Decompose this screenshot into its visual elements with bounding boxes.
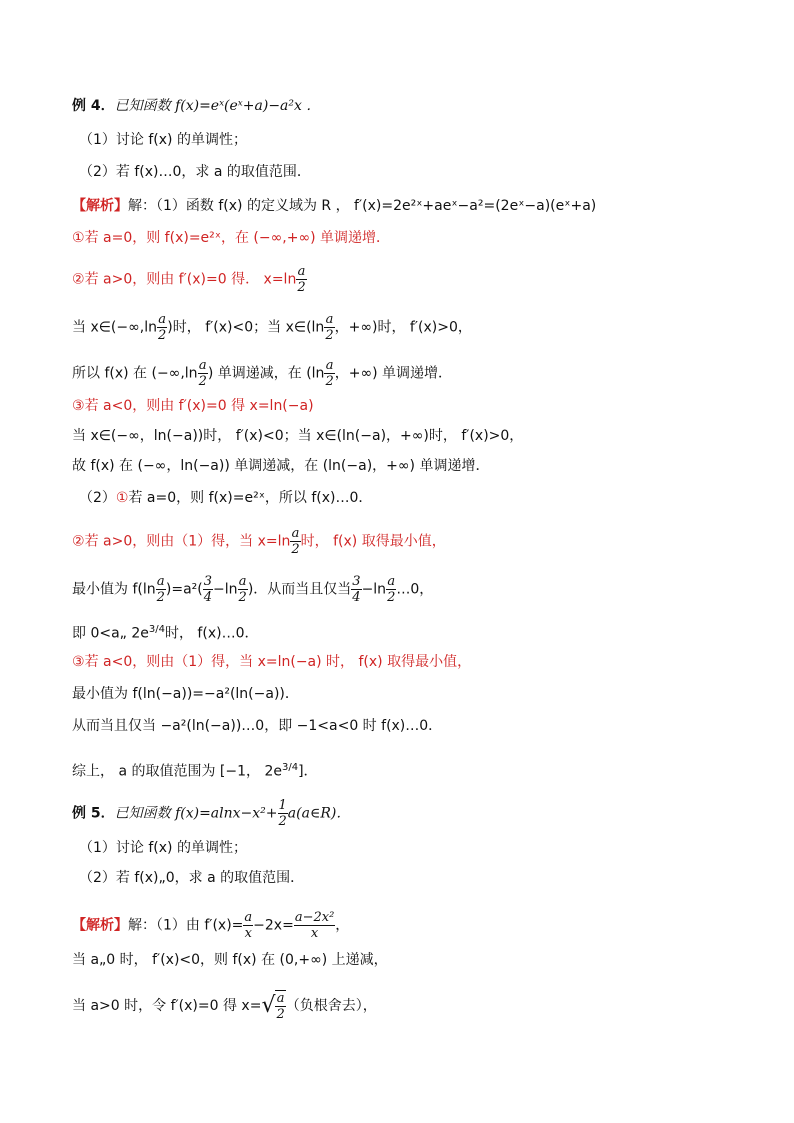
fraction: $\frac{a}{2}$ [291,526,300,557]
circled-3: ③ [72,398,85,414]
solution-4-line-5 [72,358,452,389]
example-5-q1: （1）讨论 f(x) 的单调性； [79,840,247,856]
solution-text: )=a²( [165,581,203,598]
solution-text: 时， f(x)…0． [164,625,259,642]
solution-text: −ln [213,581,238,598]
solution-text: 所以 f(x) 在 (−∞,ln [72,365,198,382]
solution-5-line-3 [72,990,377,1022]
solution-text: 若 a=0，则 f(x)=e²ˣ，所以 f(x)…0． [128,490,373,506]
solution-4-line-16 [72,758,318,782]
example-4-title: 例 4． [72,98,115,114]
fraction: $\frac{\text{a−2x²}}{x}$ [294,910,335,941]
example-4-q1: （1）讨论 f(x) 的单调性； [79,132,247,148]
solution-text: 若 a<0，则由（1）得，当 x=ln(−a) 时， f(x) 取得最小值， [84,654,472,670]
solution-4-line-9 [79,488,372,508]
solution-text: 综上， a 的取值范围为 [−1， 2e [72,763,282,780]
solution-4-line-1 [72,196,596,216]
fraction: $\frac{a}{2}$ [325,312,334,343]
solution-text: 若 a>0，则由 f′(x)=0 得． x=ln [84,271,297,288]
circled-2: ② [72,533,85,550]
solution-text: 若 a<0，则由 f′(x)=0 得 x=ln(−a) [84,398,314,414]
solution-text: 解：（1）由 f′(x)= [128,917,244,934]
solution-text: …0， [396,581,434,598]
example-5-q2: （2）若 f(x)„0，求 a 的取值范围． [79,870,305,886]
solution-4-line-15: 从而当且仅当 −a²(ln(−a))…0，即 −1<a<0 时 f(x)…0． [72,718,443,734]
circled-3: ③ [72,654,85,670]
solution-text: ，+∞)时， f′(x)>0， [334,319,472,336]
example-5-line [72,798,350,829]
example-4-line [72,96,320,116]
solution-4-line-4 [72,312,472,343]
solution-text: −ln [361,581,387,598]
solution-4-line-12 [72,620,258,644]
solution-text: ) 单调递减，在 (ln [207,365,325,382]
solution-text: 当 a>0 时，令 f′(x)=0 得 x= [72,998,262,1014]
circled-1: ① [115,490,129,506]
analysis-tag: 【解析】 [72,198,128,214]
solution-text: 当 x∈(−∞,ln [72,319,157,336]
solution-text: 即 0<a„ 2e [72,625,149,642]
solution-text: （2） [79,490,116,506]
example-5-statement: 已知函数 f(x)=alnx−x²+ [114,805,278,822]
fraction: $\frac{a}{x}$ [244,910,253,941]
fraction: $\frac{3}{4}$ [352,574,361,605]
solution-text: 若 a>0，则由（1）得，当 x=ln [84,533,291,550]
solution-text: −2x= [253,917,294,934]
solution-4-line-14: 最小值为 f(ln(−a))=−a²(ln(−a))． [72,686,299,702]
solution-text: 解：（1）函数 f(x) 的定义域为 R ， f′(x)=2e²ˣ+aeˣ−a²=(2eˣ−a)(eˣ+a) [128,198,597,214]
fraction: $\frac{3}{4}$ [203,574,213,605]
example-4-q2: （2）若 f(x)…0，求 a 的取值范围． [79,164,311,180]
solution-4-line-11 [72,574,433,605]
solution-text: )．从而当且仅当 [247,581,352,598]
fraction: $\frac{a}{2}$ [325,358,334,389]
fraction: $\frac{a}{2}$ [238,574,247,605]
square-root: √ $\frac{a}{2}$ [261,991,285,1022]
solution-text: 若 a=0，则 f(x)=e²ˣ，在 (−∞,+∞) 单调递增． [84,230,391,246]
solution-4-line-8: 故 f(x) 在 (−∞，ln(−a)) 单调递减，在 (ln(−a)，+∞) 单调递增． [72,458,490,474]
solution-4-line-6 [72,396,314,416]
solution-text: 最小值为 f(ln [72,581,156,598]
solution-4-line-3 [72,264,307,295]
solution-text: ]． [298,763,318,780]
solution-4-line-13 [72,652,471,672]
solution-text: ，+∞) 单调递增． [334,365,453,382]
solution-4-line-10 [72,526,446,557]
solution-text: 时， f(x) 取得最小值， [300,533,446,550]
fraction: $\frac{1}{2}$ [278,798,287,829]
fraction: $\frac{a}{2}$ [158,312,167,343]
solution-text: )时， f′(x)<0；当 x∈(ln [167,319,325,336]
exponent: 3/4 [148,624,165,635]
solution-5-line-2: 当 a„0 时， f′(x)<0，则 f(x) 在 (0,+∞) 上递减， [72,952,388,968]
exponent: 3/4 [282,762,299,773]
analysis-tag: 【解析】 [72,917,128,934]
solution-text: ， [335,917,350,934]
example-5-statement: a(a∈R)． [287,805,351,822]
example-5-title: 例 5． [72,805,115,822]
example-4-statement: 已知函数 f(x)=eˣ(eˣ+a)−a²x ． [114,98,321,114]
fraction: $\frac{a}{2}$ [297,264,306,295]
fraction: $\frac{a}{2}$ [156,574,165,605]
solution-text: （负根舍去）， [285,998,377,1014]
solution-5-line-1 [72,910,349,941]
solution-4-line-2 [72,228,390,248]
solution-4-line-7: 当 x∈(−∞，ln(−a))时， f′(x)<0；当 x∈(ln(−a)，+∞)时， f′(x)>0， [72,428,524,444]
circled-2: ② [72,271,85,288]
circled-1: ① [72,230,85,246]
fraction: $\frac{a}{2}$ [387,574,396,605]
fraction: $\frac{a}{2}$ [198,358,207,389]
